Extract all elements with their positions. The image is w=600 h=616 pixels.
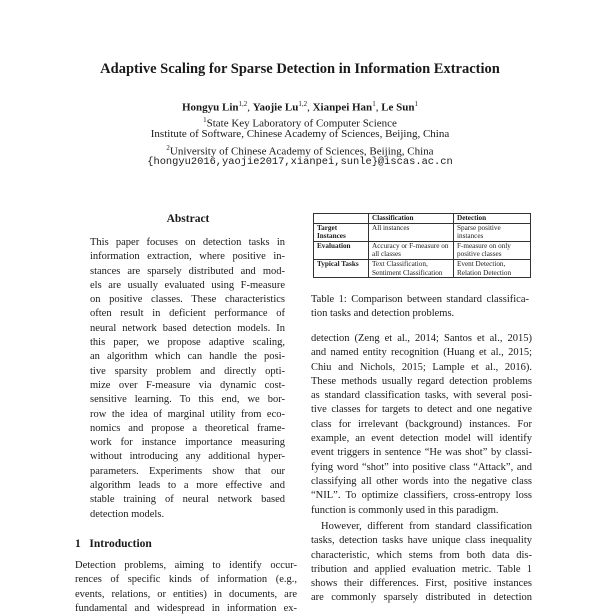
text-line: events, relations, or entities) in documents, are [75,588,297,600]
author-affiliation-mark: 1,2 [298,100,308,108]
abstract-heading: Abstract [166,213,210,225]
author-list: Hongyu Lin$^{1,2}$, Yaojie Lu$^{1,2}$, Xianpei Han$^1$, Le Sun$^1$ [181,100,419,114]
author-affiliation-mark: 1 [414,100,419,108]
table-row [314,223,531,241]
section-heading: 1 Introduction [75,538,152,550]
row-label: Target Instances [314,223,369,241]
author-email: {hongyu2016,yaojie2017,xianpei,sunle}@iscas.ac.cn [147,156,453,168]
text-line: Detection problems, aiming to identify occur- [75,560,297,571]
text-line: tive sparsity problem and directly opti- [90,365,285,377]
row-label: Typical Tasks [314,259,369,277]
right-paragraph-1 [311,332,532,518]
text-line: example, an event detection model will identify [311,433,532,445]
text-line: event triggers in sentence “He was shot” by classi- [311,447,532,459]
text-line: algorithm leads to a more effective and [90,480,285,492]
text-line: “NIL”. To optimize classifiers, cross-entropy loss [311,490,532,502]
right-paragraph-2 [311,520,532,606]
text-line: However, different from standard classification [321,521,532,532]
text-line: stances are sparsely distributed and mod- [90,265,285,277]
text-line: characteristic, which stems from both data dis- [311,549,532,561]
text-line: this paper, we propose adaptive scaling, [90,337,285,349]
text-line: as standard classification tasks, with several posi- [311,390,532,402]
text-line: Table 1: Comparison between standard classifica- [311,294,529,305]
table-cell: Accuracy or F-measure on all classes [369,241,454,259]
text-line: row the idea of marginal utility from eco- [90,408,285,420]
table-row [314,241,531,259]
text-line: Chiu and Nichols, 2015; Lample et al., 2016). [311,361,532,373]
table-cell: All instances [369,223,454,241]
text-line: tive classes for targets to detect and one negative [311,404,532,416]
table-cell: Sparse positive instances [454,223,531,241]
author: Le Sun [381,101,415,114]
table-header-cell: Detection [454,214,531,224]
text-line: This paper focuses on detection tasks in [90,237,285,248]
table-caption [311,293,529,322]
text-line: stable training of neural network based [90,494,285,506]
intro-body [75,559,297,616]
author: Hongyu Lin [181,101,239,114]
table-cell: Event Detection, Relation Detection [454,259,531,277]
paper-title: Adaptive Scaling for Sparse Detection in Information Extraction [100,61,500,77]
author-affiliation-mark: 1,2 [238,100,248,108]
table-header-cell [314,214,369,224]
comparison-table [313,213,531,278]
table-header-cell: Classification [369,214,454,224]
text-line: classifying all other words into the negative class [311,475,532,487]
text-line: on positive classes. These characteristics [90,294,285,306]
affiliation-line: $^2$University of Chinese Academy of Sciences, Beijing, China [166,144,434,158]
affiliation-line: Institute of Software, Chinese Academy of Sciences, Beijing, China [150,128,450,140]
text-line: rences of specific kinds of information (e.g., [75,574,297,586]
row-label: Evaluation [314,241,369,259]
text-line: are commonly sparsely distributed in detection [311,592,532,604]
text-line: without introducing any additional hyper- [90,451,285,463]
text-line: tion tasks and detection problems. [311,308,455,320]
text-line: sensitive learning. To this end, we bor- [90,394,285,406]
table-cell: Text Classification, Sentiment Classification [369,259,454,277]
table-row [314,259,531,277]
text-line: fying word “shot” into positive class “Attack”, and [311,461,532,473]
text-line: els are usually evaluated using F-measure [90,279,285,291]
text-line: These methods usually regard detection problems [311,375,532,387]
text-line: fundamental and widespread in information ex- [75,602,297,614]
text-line: and named entity recognition (Huang et al., 2015; [311,347,532,359]
text-line: tribution and applied evaluation metric. Table 1 [311,563,532,575]
abstract-body [90,236,285,522]
text-line: tasks, detection tasks have unique class inequality [311,535,532,547]
text-line: work for instance importance measuring [90,437,285,449]
text-line: often result in deficient performance of [90,308,285,320]
text-line: shows their differences. First, positive instances [311,578,532,590]
text-line: detection models. [90,508,165,520]
text-line: information extraction, where positive in- [90,251,285,263]
affiliation-line: $^1$State Key Laboratory of Computer Science [203,116,397,130]
text-line: mize over F-measure via dynamic cost- [90,379,285,391]
text-line: function is commonly used in this paradigm. [311,504,499,516]
text-line: parameters. Experiments show that our [90,465,285,477]
text-line: detection (Zeng et al., 2014; Santos et al., 2015) [311,333,532,344]
text-line: class for irrelevant (background) instances. For [311,418,532,430]
author-affiliation-mark: 1 [372,100,376,108]
text-line: nomics and propose a theoretical frame- [90,422,285,434]
table-cell: F-measure on only positive classes [454,241,531,259]
text-line: an algorithm which can handle the posi- [90,351,285,363]
author: Yaojie Lu [252,101,299,114]
author: Xianpei Han [312,101,373,114]
text-line: neural network based detection models. In [90,322,285,334]
